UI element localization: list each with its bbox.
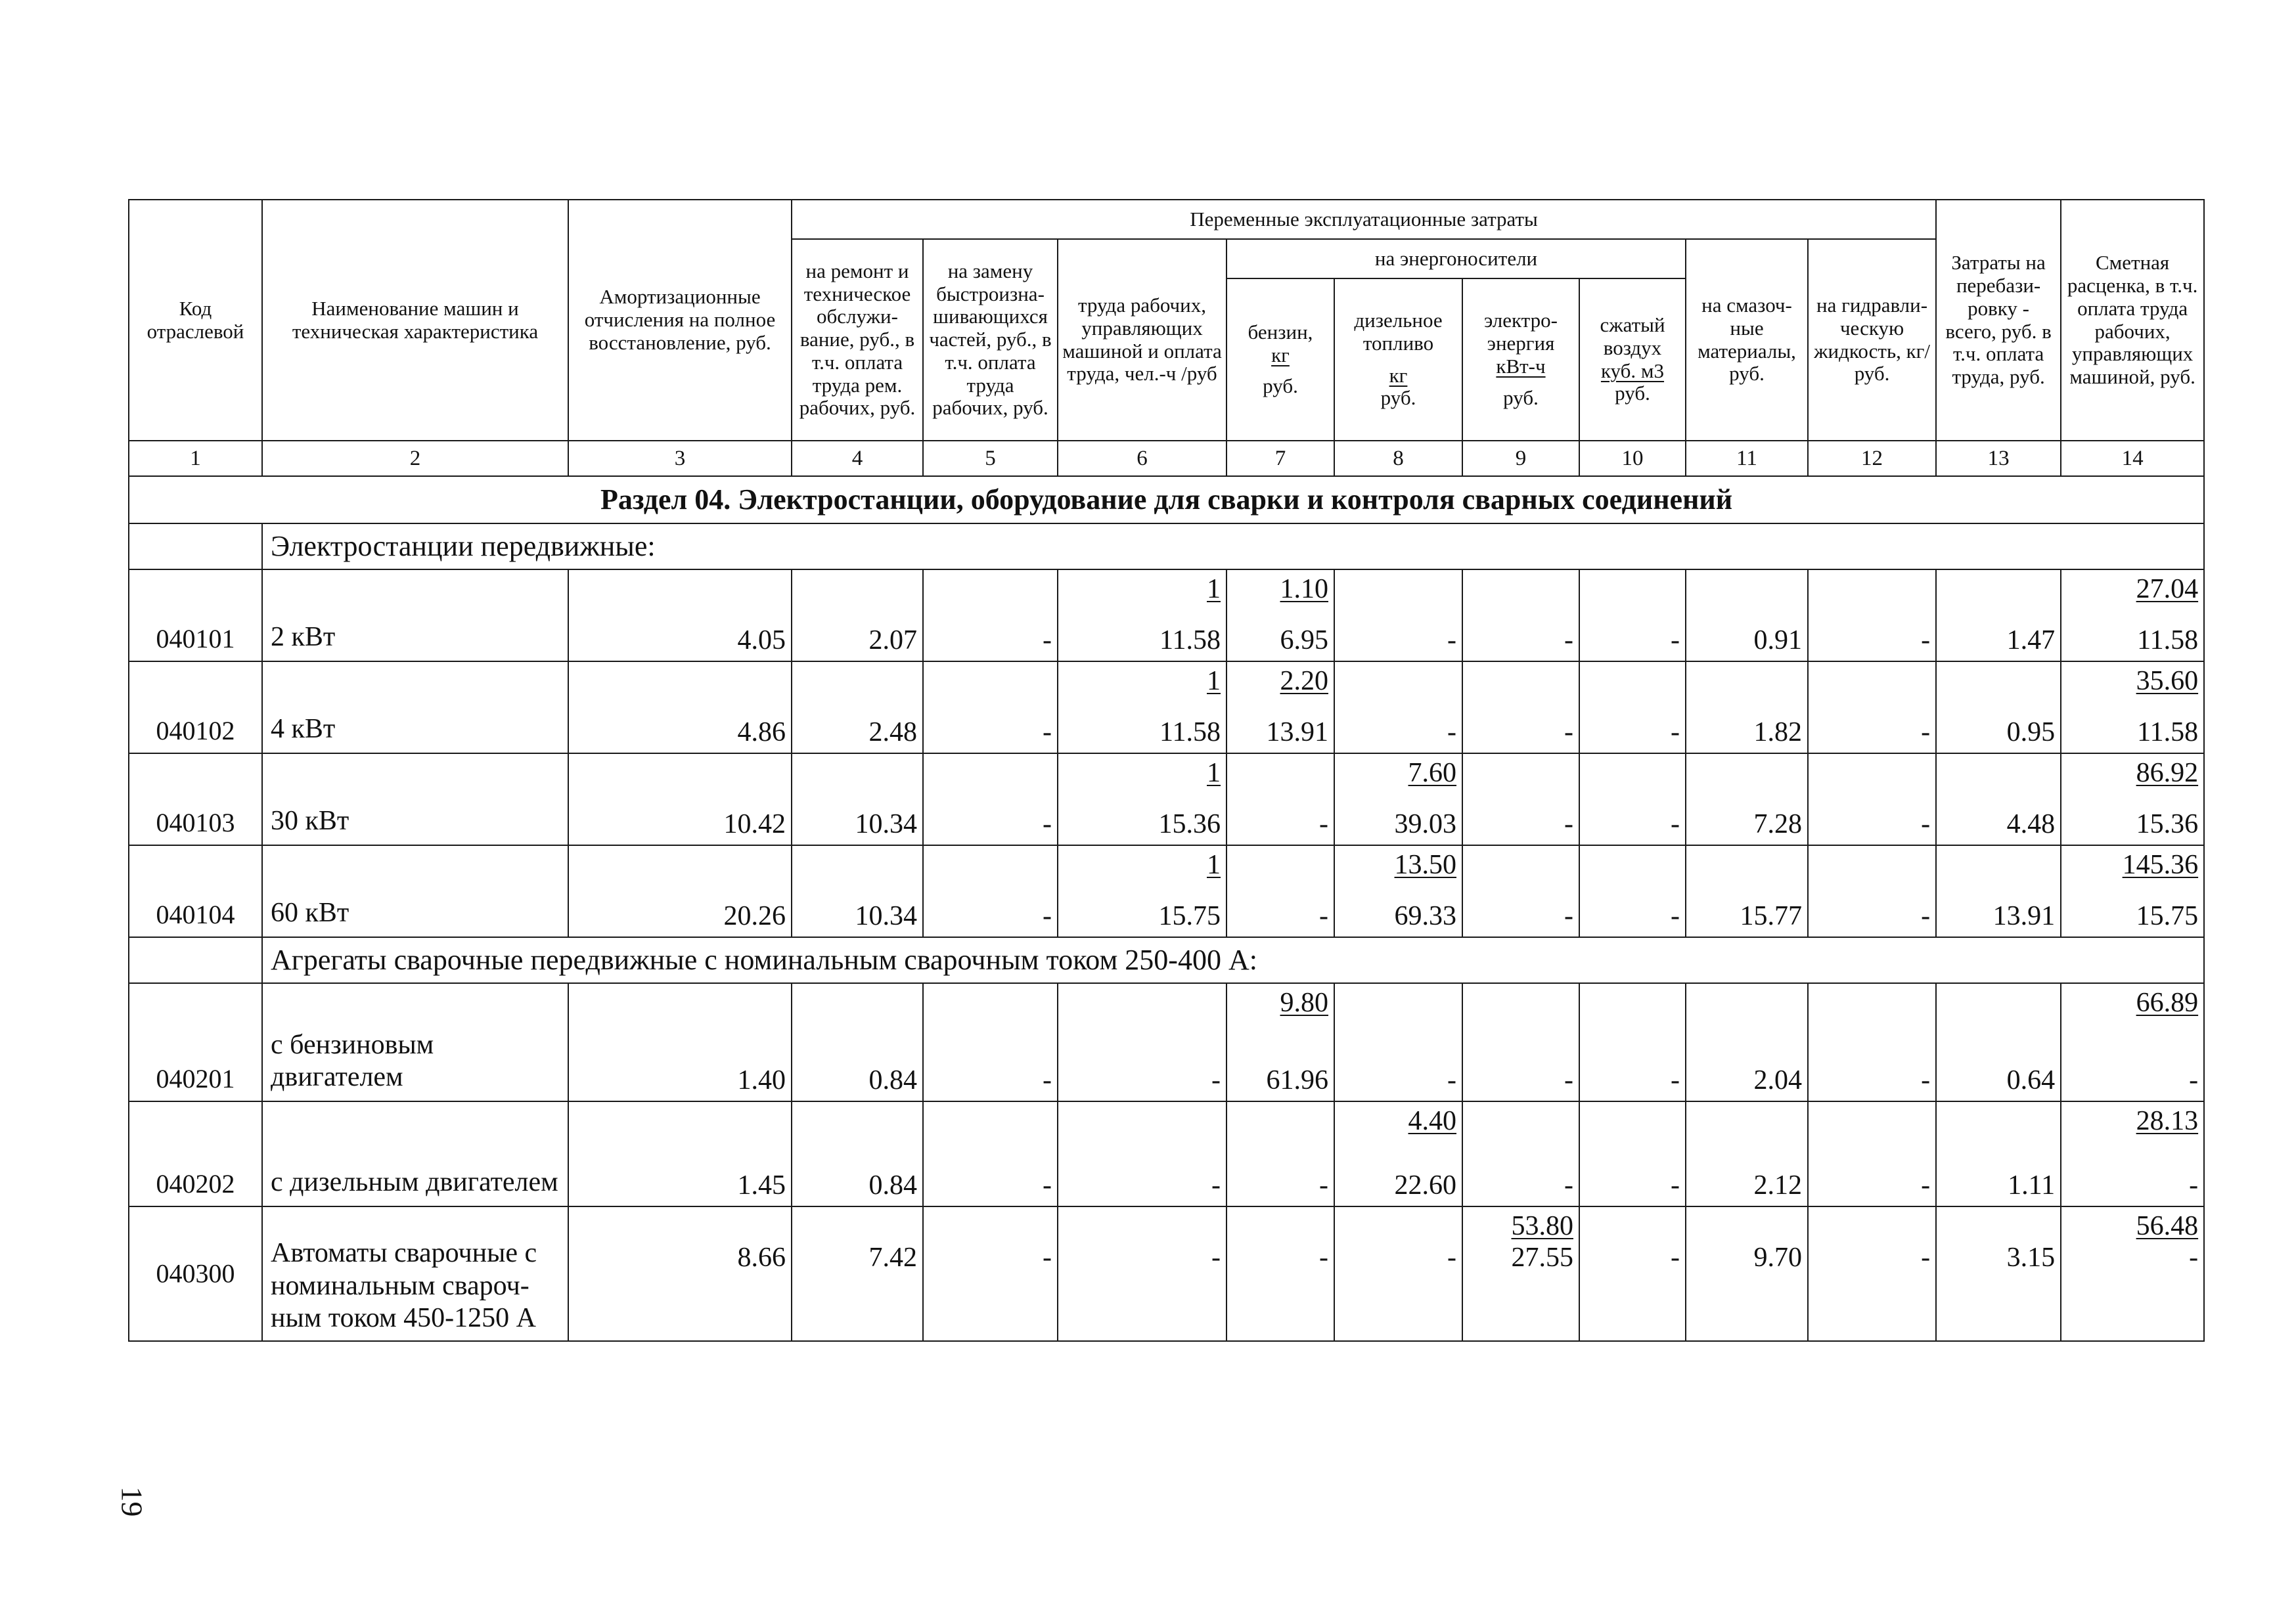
value: 0.64 [2006, 1065, 2056, 1095]
row-code: 040101 [156, 624, 235, 654]
cell-c14 [2061, 1206, 2204, 1341]
value: - [1043, 1065, 1052, 1095]
col-number: 8 [1334, 441, 1462, 476]
value: - [1447, 717, 1456, 747]
header-electro-unit: кВт-ч [1496, 354, 1546, 378]
value: 1.11 [2008, 1170, 2056, 1201]
value: - [1921, 1243, 1931, 1273]
cell-c7 [1227, 983, 1334, 1101]
cell-c4 [792, 661, 923, 753]
cell-c6 [1058, 753, 1227, 845]
row-code-cell [129, 1101, 262, 1206]
value: - [1921, 717, 1931, 747]
cell-c9 [1462, 753, 1579, 845]
row-name-cell [262, 661, 568, 753]
header-energy: на энергоносители [1227, 239, 1686, 278]
header-replacement: на замену быстроизна-шивающихся частей, руб., в т.ч. оплата труда рабочих, руб. [923, 239, 1058, 441]
cell-c13 [1936, 569, 2061, 661]
cell-c3 [568, 1206, 792, 1341]
value: - [2189, 1170, 2199, 1201]
value-top: 66.89 [2136, 988, 2199, 1018]
header-name: Наименование машин и техническая характеристика [262, 200, 568, 441]
row-code-cell [129, 983, 262, 1101]
table-row [129, 569, 2204, 661]
row-name-cell [262, 753, 568, 845]
row-code: 040201 [156, 1064, 235, 1094]
table-row [129, 983, 2204, 1101]
value: 15.75 [2136, 901, 2199, 931]
value: - [1043, 1243, 1052, 1273]
value: - [1319, 1170, 1328, 1201]
cell-c4 [792, 753, 923, 845]
value: 15.75 [1158, 901, 1221, 931]
cell-c11 [1686, 983, 1808, 1101]
cell-c14 [2061, 1101, 2204, 1206]
cell-c13 [1936, 983, 2061, 1101]
row-code-cell [129, 845, 262, 937]
cell-c3 [568, 569, 792, 661]
cell-c8 [1334, 1101, 1462, 1206]
group-title: Агрегаты сварочные передвижные с номинальным сварочным током 250-400 А: [262, 937, 2204, 983]
cell-c14 [2061, 661, 2204, 753]
value-top: 86.92 [2136, 758, 2199, 788]
row-name: с бензиновым двигателем [271, 1029, 434, 1093]
row-name-cell [262, 1101, 568, 1206]
col-number: 4 [792, 441, 923, 476]
cell-c8 [1334, 569, 1462, 661]
value-top: 1 [1207, 574, 1221, 604]
value-top: 1 [1207, 850, 1221, 880]
cell-c12 [1808, 753, 1936, 845]
value: - [1921, 809, 1931, 839]
row-code-cell [129, 1206, 262, 1341]
row-code-cell [129, 753, 262, 845]
cell-c14 [2061, 983, 2204, 1101]
cell-c8 [1334, 753, 1462, 845]
value: 4.86 [737, 717, 786, 747]
value: - [1447, 1065, 1456, 1095]
value: 15.36 [2136, 809, 2199, 839]
cell-c4 [792, 1101, 923, 1206]
cell-c9 [1462, 1206, 1579, 1341]
value: 7.28 [1753, 809, 1802, 839]
value-top: 2.20 [1280, 666, 1328, 696]
row-name-cell [262, 845, 568, 937]
cell-c11 [1686, 753, 1808, 845]
value: - [1564, 717, 1573, 747]
value: - [1671, 1065, 1680, 1095]
cell-c6 [1058, 845, 1227, 937]
col-number: 6 [1058, 441, 1227, 476]
row-name: с дизельным двигателем [271, 1167, 558, 1198]
row-name-cell [262, 983, 568, 1101]
header-air-unit: куб. м3 [1600, 359, 1665, 382]
value: - [1564, 625, 1573, 655]
value: 15.36 [1158, 809, 1221, 839]
machine-cost-table [128, 199, 2205, 1342]
row-code-cell [129, 661, 262, 753]
cell-c8 [1334, 983, 1462, 1101]
cell-c8 [1334, 845, 1462, 937]
value-top: 1 [1207, 666, 1221, 696]
col-number: 5 [923, 441, 1058, 476]
value: - [1447, 625, 1456, 655]
value: - [1921, 625, 1931, 655]
value: 0.84 [868, 1170, 917, 1201]
row-name: 4 кВт [271, 714, 336, 745]
value: 0.84 [868, 1065, 917, 1095]
row-code: 040104 [156, 900, 235, 930]
value-top: 7.60 [1408, 758, 1456, 788]
value: 15.77 [1740, 901, 1802, 931]
cell-c5 [923, 661, 1058, 753]
value: - [2189, 1065, 2199, 1095]
cell-c5 [923, 569, 1058, 661]
cell-c12 [1808, 983, 1936, 1101]
cell-c5 [923, 845, 1058, 937]
value: - [1564, 1065, 1573, 1095]
cell-c9 [1462, 845, 1579, 937]
cell-c3 [568, 753, 792, 845]
cell-c3 [568, 1101, 792, 1206]
cell-c3 [568, 983, 792, 1101]
header-petrol-rub: руб. [1263, 374, 1298, 397]
group-title: Электростанции передвижные: [262, 523, 2204, 569]
value-top: 1.10 [1280, 574, 1328, 604]
value: 0.91 [1753, 625, 1802, 655]
cell-c7 [1227, 569, 1334, 661]
section-title: Раздел 04. Электростанции, оборудование для сварки и контроля сварных соединений [129, 476, 2204, 523]
col-number: 11 [1686, 441, 1808, 476]
header-diesel-line1: дизельное топливо [1354, 309, 1443, 355]
cell-c13 [1936, 753, 2061, 845]
header-petrol-unit: кг [1271, 343, 1290, 367]
cell-c12 [1808, 661, 1936, 753]
value: 4.48 [2006, 809, 2056, 839]
cell-c4 [792, 1206, 923, 1341]
table-row [129, 661, 2204, 753]
header-variable-costs: Переменные эксплуатационные затраты [792, 200, 1936, 239]
value: 8.66 [737, 1243, 786, 1273]
value: - [1319, 901, 1328, 931]
cell-c13 [1936, 661, 2061, 753]
header-air-rub: руб. [1615, 382, 1650, 405]
value: 2.04 [1753, 1065, 1802, 1095]
value-top: 13.50 [1394, 850, 1456, 880]
header-amortization: Амортизационные отчисления на полное восстановление, руб. [568, 200, 792, 441]
cell-c5 [923, 753, 1058, 845]
value-top: 53.80 [1511, 1211, 1573, 1241]
cell-c7 [1227, 845, 1334, 937]
cell-c10 [1579, 753, 1686, 845]
cell-c10 [1579, 983, 1686, 1101]
value-top: 35.60 [2136, 666, 2199, 696]
value: 39.03 [1394, 809, 1456, 839]
value: 6.95 [1280, 625, 1328, 655]
cell-c14 [2061, 753, 2204, 845]
value: 22.60 [1394, 1170, 1456, 1201]
cell-c10 [1579, 1101, 1686, 1206]
value: 9.70 [1753, 1243, 1802, 1273]
cell-c6 [1058, 661, 1227, 753]
cell-c8 [1334, 1206, 1462, 1341]
header-electro-rub: руб. [1503, 386, 1539, 410]
cell-c6 [1058, 983, 1227, 1101]
cell-c6 [1058, 1206, 1227, 1341]
header-electro-line1: электро-энергия [1484, 309, 1558, 355]
value: - [1671, 717, 1680, 747]
value: - [1043, 625, 1052, 655]
col-number: 7 [1227, 441, 1334, 476]
cell-c7 [1227, 661, 1334, 753]
value: - [1671, 625, 1680, 655]
cell-c5 [923, 1101, 1058, 1206]
value: 10.34 [855, 809, 917, 839]
value: 4.05 [737, 625, 786, 655]
value-top: 28.13 [2136, 1106, 2199, 1136]
row-name: Автоматы сварочные с номинальным свароч-ным током 450-1250 А [271, 1238, 537, 1334]
group-spacer [129, 937, 262, 983]
row-name-cell [262, 569, 568, 661]
header-code: Код отраслевой [129, 200, 262, 441]
cell-c12 [1808, 1206, 1936, 1341]
table-row [129, 845, 2204, 937]
value-top: 4.40 [1408, 1106, 1456, 1136]
cell-c6 [1058, 1101, 1227, 1206]
value: 1.82 [1753, 717, 1802, 747]
value: - [1211, 1065, 1221, 1095]
cell-c11 [1686, 1101, 1808, 1206]
cell-c9 [1462, 661, 1579, 753]
cell-c4 [792, 845, 923, 937]
value-top: 56.48 [2136, 1211, 2199, 1241]
value: - [1319, 1243, 1328, 1273]
value: 2.12 [1753, 1170, 1802, 1201]
row-code: 040300 [156, 1258, 235, 1289]
value: - [1671, 809, 1680, 839]
row-code: 040103 [156, 808, 235, 838]
value: 11.58 [1159, 625, 1221, 655]
column-numbers-row [129, 441, 2204, 476]
col-number: 3 [568, 441, 792, 476]
cell-c13 [1936, 1206, 2061, 1341]
value: - [1043, 717, 1052, 747]
value: - [1671, 1170, 1680, 1201]
col-number: 14 [2061, 441, 2204, 476]
value: 10.42 [723, 809, 786, 839]
header-repair: на ремонт и техническое обслужи-вание, руб., в т.ч. оплата труда рем. рабочих, руб. [792, 239, 923, 441]
cell-c14 [2061, 845, 2204, 937]
cell-c8 [1334, 661, 1462, 753]
value: 11.58 [2137, 625, 2199, 655]
row-name: 30 кВт [271, 806, 349, 837]
header-air [1579, 278, 1686, 441]
value: 1.40 [737, 1065, 786, 1095]
value: 11.58 [2137, 717, 2199, 747]
cell-c5 [923, 983, 1058, 1101]
cell-c7 [1227, 1101, 1334, 1206]
cell-c4 [792, 569, 923, 661]
value: - [1671, 901, 1680, 931]
col-number: 2 [262, 441, 568, 476]
cell-c12 [1808, 569, 1936, 661]
cell-c6 [1058, 569, 1227, 661]
cell-c10 [1579, 845, 1686, 937]
cell-c12 [1808, 845, 1936, 937]
page-number: 19 [115, 1486, 149, 1517]
header-petrol-line1: бензин, [1248, 320, 1313, 344]
value: - [1921, 901, 1931, 931]
value: - [1043, 809, 1052, 839]
value: - [1211, 1170, 1221, 1201]
value: - [1043, 901, 1052, 931]
value: 3.15 [2006, 1243, 2056, 1273]
value: - [1319, 809, 1328, 839]
cell-c11 [1686, 1206, 1808, 1341]
value: 69.33 [1394, 901, 1456, 931]
cell-c10 [1579, 1206, 1686, 1341]
header-lubricants: на смазоч-ные материалы, руб. [1686, 239, 1808, 441]
cell-c13 [1936, 845, 2061, 937]
value: 0.95 [2006, 717, 2056, 747]
value: 7.42 [868, 1243, 917, 1273]
value: - [1043, 1170, 1052, 1201]
value-top: 145.36 [2122, 850, 2199, 880]
header-diesel [1334, 278, 1462, 441]
cost-table-sheet [128, 199, 2203, 1342]
cell-c11 [1686, 845, 1808, 937]
row-name-cell [262, 1206, 568, 1341]
value: 1.47 [2006, 625, 2056, 655]
cell-c4 [792, 983, 923, 1101]
cell-c14 [2061, 569, 2204, 661]
table-row [129, 1101, 2204, 1206]
row-name: 60 кВт [271, 898, 349, 929]
value: - [1211, 1243, 1221, 1273]
value-top: 9.80 [1280, 988, 1328, 1018]
cell-c7 [1227, 753, 1334, 845]
value: 10.34 [855, 901, 917, 931]
value-top: 1 [1207, 758, 1221, 788]
value: 2.48 [868, 717, 917, 747]
value: 27.55 [1511, 1243, 1573, 1273]
cell-c10 [1579, 569, 1686, 661]
header-air-line1: сжатый воздух [1600, 313, 1665, 359]
col-number: 9 [1462, 441, 1579, 476]
header-relocation: Затраты на перебази-ровку - всего, руб. в т.ч. оплата труда, руб. [1936, 200, 2061, 441]
cell-c7 [1227, 1206, 1334, 1341]
col-number: 12 [1808, 441, 1936, 476]
cell-c9 [1462, 1101, 1579, 1206]
cell-c12 [1808, 1101, 1936, 1206]
value-top: 27.04 [2136, 574, 2199, 604]
row-code-cell [129, 569, 262, 661]
cell-c3 [568, 661, 792, 753]
header-hydraulic: на гидравли-ческую жидкость, кг/руб. [1808, 239, 1936, 441]
col-number: 1 [129, 441, 262, 476]
cell-c9 [1462, 569, 1579, 661]
row-name: 2 кВт [271, 622, 336, 653]
value: - [1564, 809, 1573, 839]
header-labor: труда рабочих, управляющих машиной и оплата труда, чел.-ч /руб [1058, 239, 1227, 441]
header-diesel-unit: кг [1389, 363, 1408, 387]
cell-c9 [1462, 983, 1579, 1101]
header-petrol [1227, 278, 1334, 441]
value: 61.96 [1266, 1065, 1328, 1095]
header-diesel-rub: руб. [1380, 386, 1416, 410]
value: - [2189, 1243, 2199, 1273]
cell-c5 [923, 1206, 1058, 1341]
row-code: 040102 [156, 716, 235, 746]
cell-c3 [568, 845, 792, 937]
col-number: 13 [1936, 441, 2061, 476]
col-number: 10 [1579, 441, 1686, 476]
value: 13.91 [1266, 717, 1328, 747]
value: - [1921, 1065, 1931, 1095]
table-row [129, 753, 2204, 845]
value: 1.45 [737, 1170, 786, 1201]
value: 11.58 [1159, 717, 1221, 747]
header-electro [1462, 278, 1579, 441]
value: 13.91 [1992, 901, 2056, 931]
cell-c13 [1936, 1101, 2061, 1206]
cell-c11 [1686, 661, 1808, 753]
value: - [1671, 1243, 1680, 1273]
value: 2.07 [868, 625, 917, 655]
value: - [1564, 901, 1573, 931]
value: - [1564, 1170, 1573, 1201]
value: - [1447, 1243, 1456, 1273]
row-code: 040202 [156, 1169, 235, 1199]
value: - [1921, 1170, 1931, 1201]
cell-c10 [1579, 661, 1686, 753]
value: 20.26 [723, 901, 786, 931]
table-row [129, 1206, 2204, 1341]
header-estimate: Сметная расценка, в т.ч. оплата труда рабочих, управляющих машиной, руб. [2061, 200, 2204, 441]
cell-c11 [1686, 569, 1808, 661]
group-spacer [129, 523, 262, 569]
